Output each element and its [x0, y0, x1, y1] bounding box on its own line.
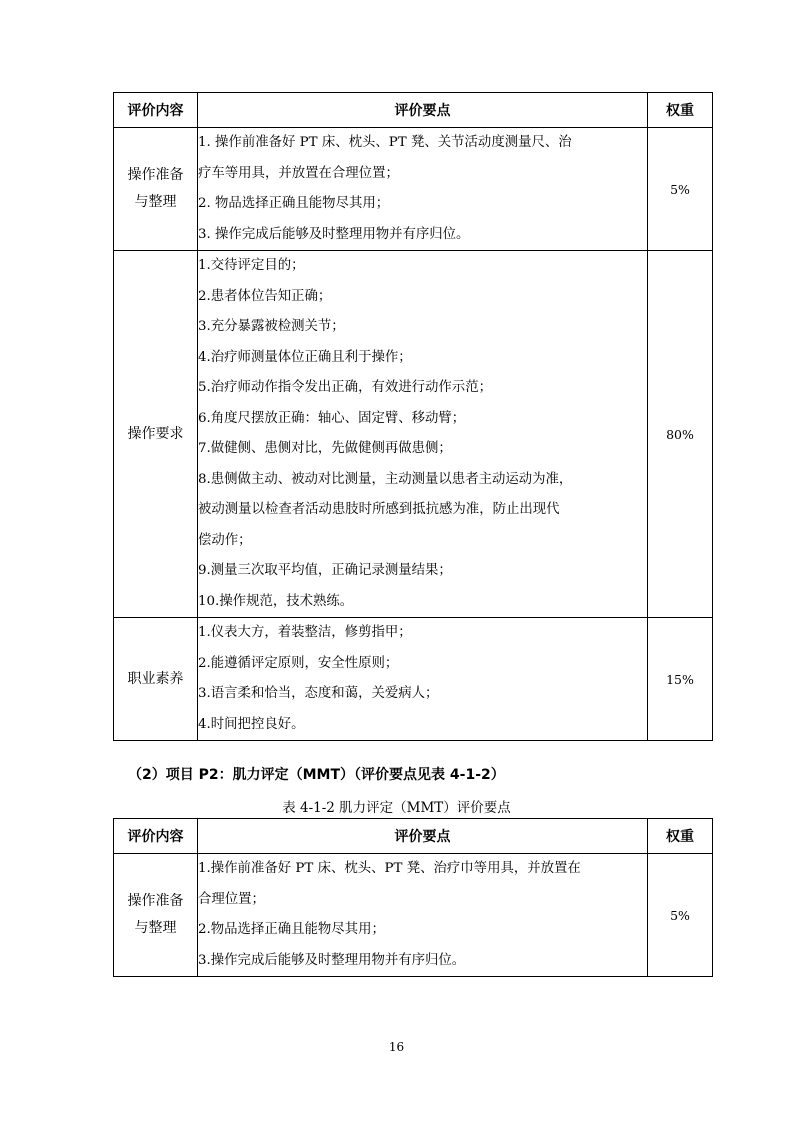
table-header-row [114, 93, 713, 128]
category-cell [114, 618, 198, 741]
table-row [114, 618, 713, 741]
point-line: 1.操作前准备好 PT 床、枕头、PT 凳、治疗巾等用具，并放置在 [198, 861, 581, 876]
category-line: 与整理 [134, 194, 177, 210]
points-cell [198, 128, 648, 251]
section-heading: （2）项目 P2：肌力评定（MMT）（评价要点见表 4-1-2） [128, 767, 505, 783]
point-line: 2. 物品选择正确且能物尽其用； [198, 196, 390, 211]
point-line: 3. 操作完成后能够及时整理用物并有序归位。 [198, 226, 470, 242]
category-line: 职业素养 [127, 670, 184, 687]
point-line: 6.角度尺摆放正确：轴心、固定臂、移动臂； [198, 410, 466, 426]
weight-cell: 15% [648, 618, 713, 741]
point-line: 5.治疗师动作指令发出正确，有效进行动作示范； [198, 380, 492, 395]
point-line: 1. 操作前准备好 PT 床、枕头、PT 凳、关节活动度测量尺、治 [198, 135, 572, 150]
point-line: 1.交待评定目的； [198, 258, 305, 273]
table-row [114, 854, 713, 977]
point-line: 8.患侧做主动、被动对比测量，主动测量以患者主动运动为准， [198, 471, 573, 487]
table-row [114, 128, 713, 251]
weight-cell: 5% [648, 854, 713, 977]
category-line: 与整理 [134, 920, 177, 936]
table-header-row [114, 819, 713, 854]
point-line: 疗车等用具，并放置在合理位置； [198, 165, 399, 181]
header-content: 评价内容 [114, 819, 198, 854]
point-line: 3.语言柔和恰当，态度和蔼，关爱病人； [198, 686, 439, 701]
point-line: 4.时间把控良好。 [198, 716, 305, 732]
evaluation-table-2 [113, 818, 713, 977]
category-line: 操作准备 [127, 893, 184, 909]
table-row [114, 251, 713, 618]
evaluation-table-1 [113, 92, 713, 741]
points-cell [198, 251, 648, 618]
table-caption: 表 4-1-2 肌力评定（MMT）评价要点 [282, 800, 511, 816]
points-cell [198, 618, 648, 741]
point-line: 2.能遵循评定原则，安全性原则； [198, 655, 399, 671]
weight-cell: 5% [648, 128, 713, 251]
point-line: 偿动作； [198, 532, 252, 548]
header-weight: 权重 [648, 93, 713, 128]
header-content: 评价内容 [114, 93, 198, 128]
weight-cell: 80% [648, 251, 713, 618]
points-cell [198, 854, 648, 977]
point-line: 3.操作完成后能够及时整理用物并有序归位。 [198, 952, 466, 968]
category-cell [114, 854, 198, 977]
point-line: 被动测量以检查者活动患肢时所感到抵抗感为准，防止出现代 [198, 502, 560, 517]
header-weight: 权重 [648, 819, 713, 854]
category-line: 操作要求 [127, 425, 184, 442]
page-number: 16 [388, 1040, 405, 1054]
point-line: 1.仪表大方，着装整洁，修剪指甲； [198, 625, 412, 640]
point-line: 2.患者体位告知正确； [198, 288, 332, 304]
point-line: 2.物品选择正确且能物尽其用； [198, 922, 385, 937]
header-points: 评价要点 [198, 93, 648, 128]
point-line: 10.操作规范，技术熟练。 [198, 593, 354, 609]
point-line: 合理位置； [198, 891, 265, 907]
point-line: 9.测量三次取平均值，正确记录测量结果； [198, 563, 452, 578]
header-points: 评价要点 [198, 819, 648, 854]
point-line: 4.治疗师测量体位正确且利于操作； [198, 349, 412, 365]
category-cell [114, 128, 198, 251]
category-cell [114, 251, 198, 618]
category-line: 操作准备 [127, 167, 184, 183]
point-line: 3.充分暴露被检测关节； [198, 319, 345, 334]
point-line: 7.做健侧、患侧对比，先做健侧再做患侧； [198, 441, 452, 456]
